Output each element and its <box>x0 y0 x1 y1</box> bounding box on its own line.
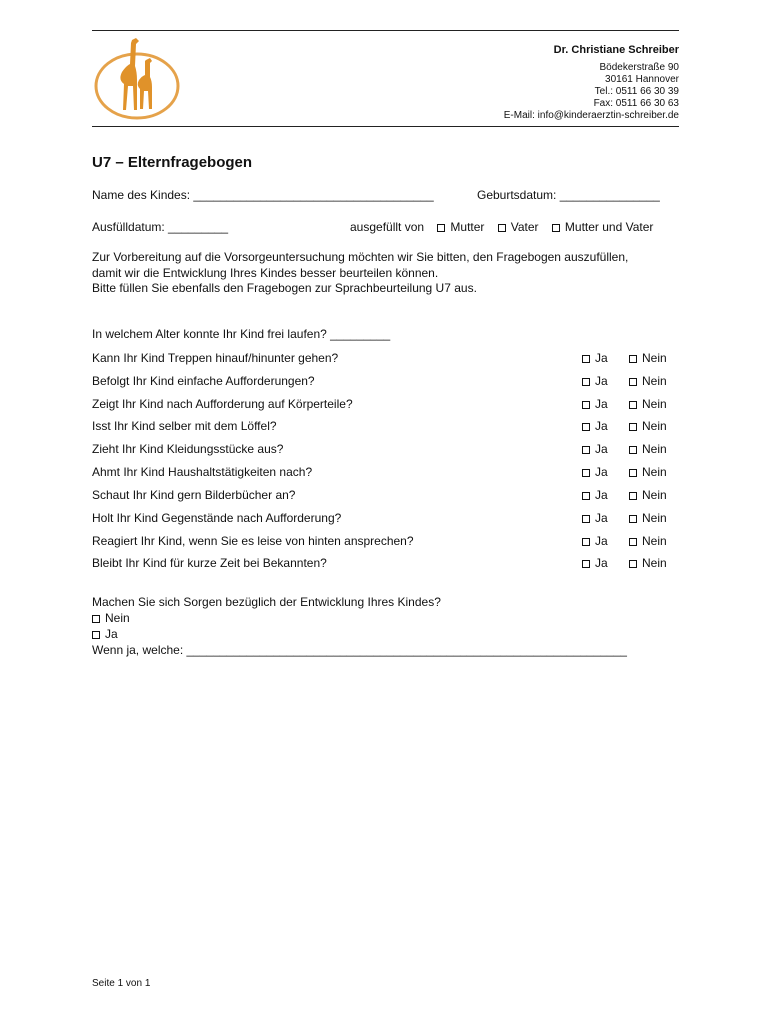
checkbox-father[interactable] <box>498 224 506 232</box>
checkbox-no[interactable] <box>629 538 637 546</box>
phone: Tel.: 0511 66 30 39 <box>594 86 679 97</box>
yes-option[interactable]: Ja <box>582 374 608 388</box>
checkbox-both[interactable] <box>552 224 560 232</box>
question-row: Isst Ihr Kind selber mit dem Löffel? Ja Nein <box>92 419 667 433</box>
checkbox-yes[interactable] <box>582 446 590 454</box>
address-city: 30161 Hannover <box>605 74 679 85</box>
checkbox-yes[interactable] <box>582 538 590 546</box>
yes-option[interactable]: Ja <box>582 442 608 456</box>
fill-date-field[interactable] <box>92 220 228 234</box>
filled-by-label: ausgefüllt von <box>350 220 425 234</box>
no-option[interactable]: Nein <box>629 442 667 456</box>
checkbox-no[interactable] <box>629 560 637 568</box>
no-option[interactable]: Nein <box>629 397 667 411</box>
no-option[interactable]: Nein <box>629 374 667 388</box>
checkbox-no[interactable] <box>629 401 637 409</box>
option-mother[interactable]: Mutter <box>437 220 484 234</box>
no-option[interactable]: Nein <box>629 534 667 548</box>
question-row: Befolgt Ihr Kind einfache Aufforderungen? Ja Nein <box>92 374 667 388</box>
no-option[interactable]: Nein <box>629 465 667 479</box>
yes-option[interactable]: Ja <box>582 397 608 411</box>
doctor-name: Dr. Christiane Schreiber <box>553 44 679 56</box>
yes-option[interactable]: Ja <box>582 465 608 479</box>
option-both[interactable]: Mutter und Vater <box>552 220 654 234</box>
checkbox-yes[interactable] <box>582 423 590 431</box>
checkbox-yes[interactable] <box>582 378 590 386</box>
checkbox-concern-yes[interactable] <box>92 631 100 639</box>
concern-question: Machen Sie sich Sorgen bezüglich der Entwicklung Ihres Kindes? <box>92 595 441 609</box>
question-row: Reagiert Ihr Kind, wenn Sie es leise von hinten ansprechen? Ja Nein <box>92 534 667 548</box>
yes-option[interactable]: Ja <box>582 488 608 502</box>
fill-date-label: Ausfülldatum: _________ <box>92 220 229 234</box>
no-option[interactable]: Nein <box>629 488 667 502</box>
yes-option[interactable]: Ja <box>582 556 608 570</box>
concern-yes-option[interactable]: Ja <box>92 626 627 642</box>
checkbox-no[interactable] <box>629 355 637 363</box>
page-number: Seite 1 von 1 <box>92 978 151 989</box>
child-name-label: Name des Kindes: ____________________________________ <box>92 188 434 202</box>
no-option[interactable]: Nein <box>629 511 667 525</box>
filled-by-group <box>350 220 653 234</box>
concern-section <box>92 594 627 658</box>
concern-no-option[interactable]: Nein <box>92 610 627 626</box>
no-option[interactable]: Nein <box>629 351 667 365</box>
no-option[interactable]: Nein <box>629 419 667 433</box>
checkbox-no[interactable] <box>629 469 637 477</box>
checkbox-no[interactable] <box>629 423 637 431</box>
checkbox-mother[interactable] <box>437 224 445 232</box>
birthdate-field[interactable] <box>477 188 660 202</box>
practice-address <box>504 44 679 122</box>
checkbox-yes[interactable] <box>582 515 590 523</box>
question-row: Schaut Ihr Kind gern Bilderbücher an? Ja Nein <box>92 488 667 502</box>
giraffe-logo <box>92 36 182 124</box>
question-row: Kann Ihr Kind Treppen hinauf/hinunter gehen? Ja Nein <box>92 351 667 365</box>
question-row: Zeigt Ihr Kind nach Aufforderung auf Körperteile? Ja Nein <box>92 397 667 411</box>
checkbox-concern-no[interactable] <box>92 615 100 623</box>
question-row: Ahmt Ihr Kind Haushaltstätigkeiten nach? Ja Nein <box>92 465 667 479</box>
question-row: Holt Ihr Kind Gegenstände nach Aufforderung? Ja Nein <box>92 511 667 525</box>
checkbox-yes[interactable] <box>582 401 590 409</box>
concern-which-field[interactable]: Wenn ja, welche: __________________________________________________________________ <box>92 643 627 657</box>
no-option[interactable]: Nein <box>629 556 667 570</box>
intro-text: Zur Vorbereitung auf die Vorsorgeuntersuchung möchten wir Sie bitten, den Fragebogen auszufüllen, damit wir die Entwicklung Ihres Kindes besser beurteilen können. Bitte füllen Sie ebenfalls den Fragebogen zur Sprachbeurteilung U7 aus. <box>92 250 629 295</box>
walk-age-question[interactable]: In welchem Alter konnte Ihr Kind frei laufen? _________ <box>92 327 391 341</box>
option-father[interactable]: Vater <box>498 220 539 234</box>
address-street: Bödekerstraße 90 <box>599 62 679 73</box>
header-rule-top <box>92 30 679 31</box>
checkbox-yes[interactable] <box>582 355 590 363</box>
yes-option[interactable]: Ja <box>582 511 608 525</box>
child-name-field[interactable] <box>92 188 434 202</box>
checkbox-yes[interactable] <box>582 560 590 568</box>
checkbox-no[interactable] <box>629 378 637 386</box>
header-rule-bottom <box>92 126 679 127</box>
fax: Fax: 0511 66 30 63 <box>593 98 679 109</box>
yes-option[interactable]: Ja <box>582 534 608 548</box>
checkbox-no[interactable] <box>629 515 637 523</box>
birthdate-label: Geburtsdatum: _______________ <box>477 188 660 202</box>
checkbox-yes[interactable] <box>582 469 590 477</box>
yes-option[interactable]: Ja <box>582 419 608 433</box>
question-row: Bleibt Ihr Kind für kurze Zeit bei Bekannten? Ja Nein <box>92 556 667 570</box>
form-title: U7 – Elternfragebogen <box>92 154 253 171</box>
checkbox-no[interactable] <box>629 492 637 500</box>
yes-option[interactable]: Ja <box>582 351 608 365</box>
question-row: Zieht Ihr Kind Kleidungsstücke aus? Ja Nein <box>92 442 667 456</box>
checkbox-yes[interactable] <box>582 492 590 500</box>
checkbox-no[interactable] <box>629 446 637 454</box>
email: E-Mail: info@kinderaerztin-schreiber.de <box>503 110 679 121</box>
